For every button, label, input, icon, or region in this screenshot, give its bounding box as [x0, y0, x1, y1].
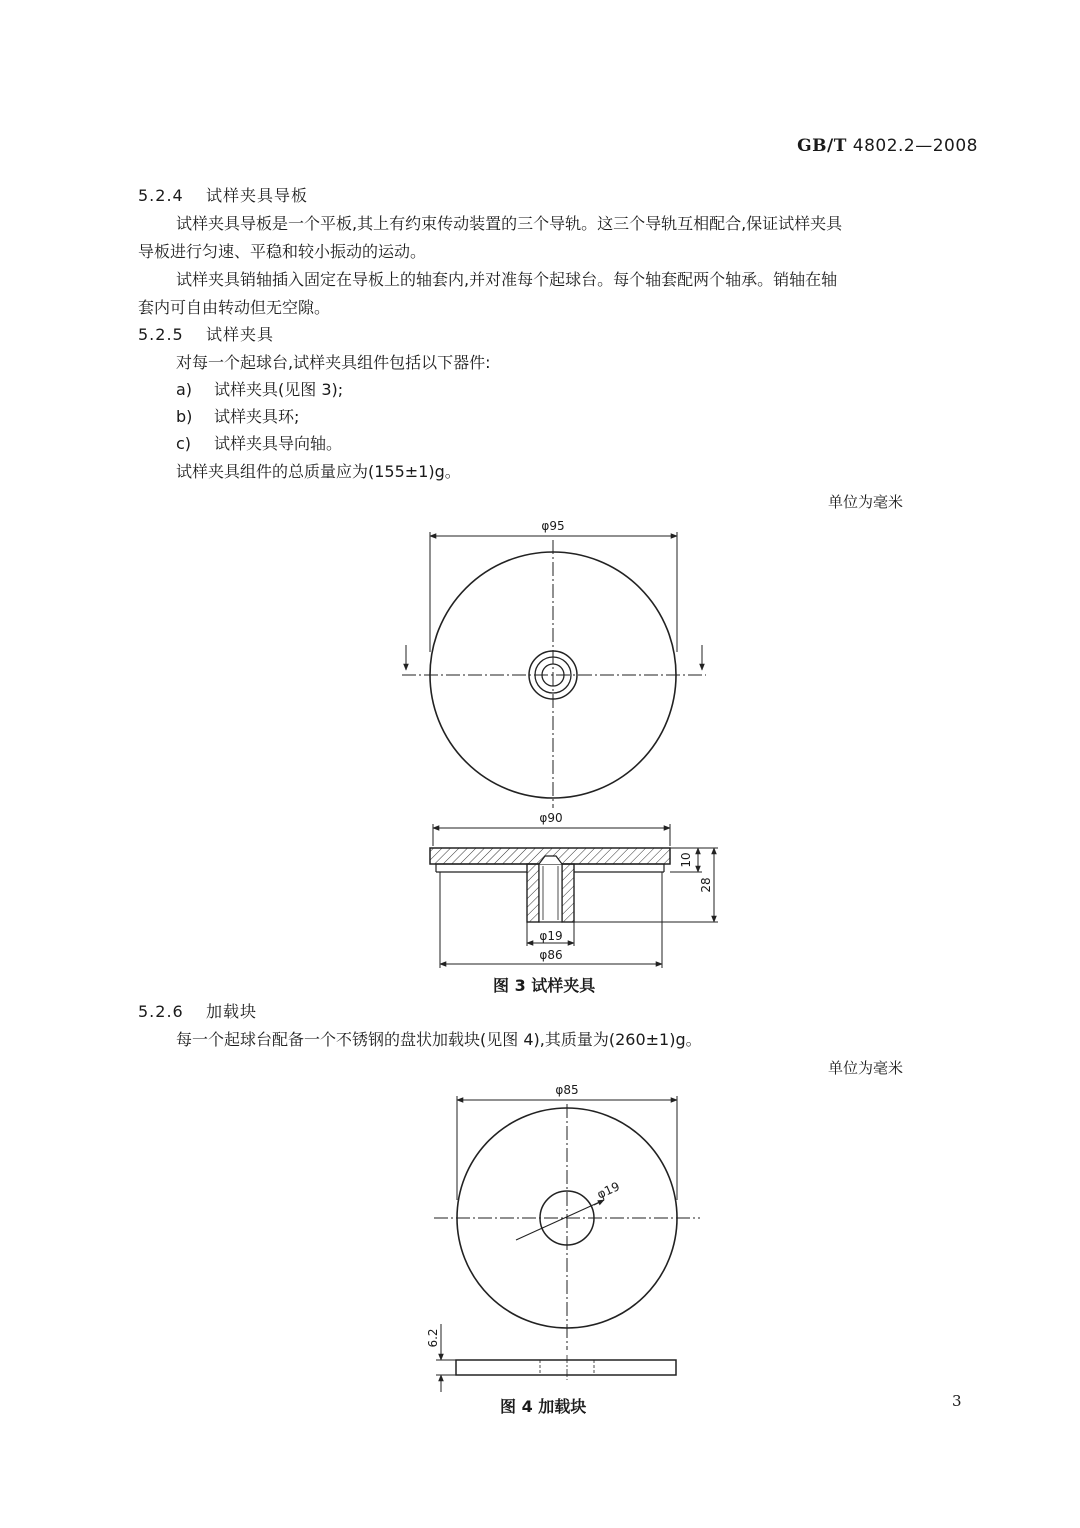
list-item-text: 试样夹具(见图 3);: [214, 380, 344, 399]
section-number: 5.2.5: [138, 325, 184, 344]
page-number: 3: [952, 1392, 962, 1410]
list-item-label: c): [176, 434, 192, 453]
dim-height-10: 10: [679, 852, 693, 868]
fig4-top-view: [434, 1083, 700, 1350]
list-item-text: 试样夹具导向轴。: [214, 434, 343, 453]
list-item-label: a): [176, 380, 193, 399]
leader-arrow: [594, 1200, 604, 1205]
dim-diameter-19: φ19: [539, 929, 563, 943]
section-title: 加载块: [206, 1002, 258, 1021]
paragraph-line: 试样夹具组件的总质量应为(155±1)g。: [176, 462, 461, 481]
section-title: 试样夹具: [206, 325, 275, 344]
leader-line: [516, 1200, 604, 1240]
section-number: 5.2.4: [138, 186, 184, 205]
section-number: 5.2.6: [138, 1002, 184, 1021]
dim-diameter-90: φ90: [539, 811, 563, 825]
paragraph-line: 试样夹具导板是一个平板,其上有约束传动装置的三个导轨。这三个导轨互相配合,保证试样夹具: [176, 214, 843, 233]
figure-4-caption: 图 4 加载块: [500, 1397, 587, 1416]
dim-diameter-19: φ19: [594, 1179, 622, 1202]
dim-diameter-95: φ95: [541, 519, 565, 533]
unit-note: 单位为毫米: [828, 493, 904, 511]
disc-side: [456, 1360, 676, 1375]
list-item-label: b): [176, 407, 193, 426]
section-title: 试样夹具导板: [206, 186, 309, 205]
list-item-text: 试样夹具环;: [214, 407, 300, 426]
dim-diameter-86: φ86: [539, 948, 563, 962]
standard-code: GB/T: [797, 136, 847, 156]
paragraph-line: 每一个起球台配备一个不锈钢的盘状加载块(见图 4),其质量为(260±1)g。: [176, 1030, 702, 1049]
paragraph-line: 试样夹具销轴插入固定在导板上的轴套内,并对准每个起球台。每个轴套配两个轴承。销轴在轴: [176, 270, 838, 289]
paragraph-line: 对每一个起球台,试样夹具组件包括以下器件:: [176, 353, 491, 372]
paragraph-line: 套内可自由转动但无空隙。: [138, 298, 331, 317]
fig4-side-view: [426, 1324, 676, 1392]
dim-thickness-6-2: 6.2: [426, 1328, 440, 1348]
unit-note: 单位为毫米: [828, 1059, 904, 1077]
standard-number: 4802.2—2008: [852, 136, 978, 156]
dim-height-28: 28: [699, 877, 713, 893]
dim-diameter-85: φ85: [555, 1083, 579, 1097]
figure-3-caption: 图 3 试样夹具: [493, 976, 596, 995]
paragraph-line: 导板进行匀速、平稳和较小振动的运动。: [138, 242, 427, 261]
